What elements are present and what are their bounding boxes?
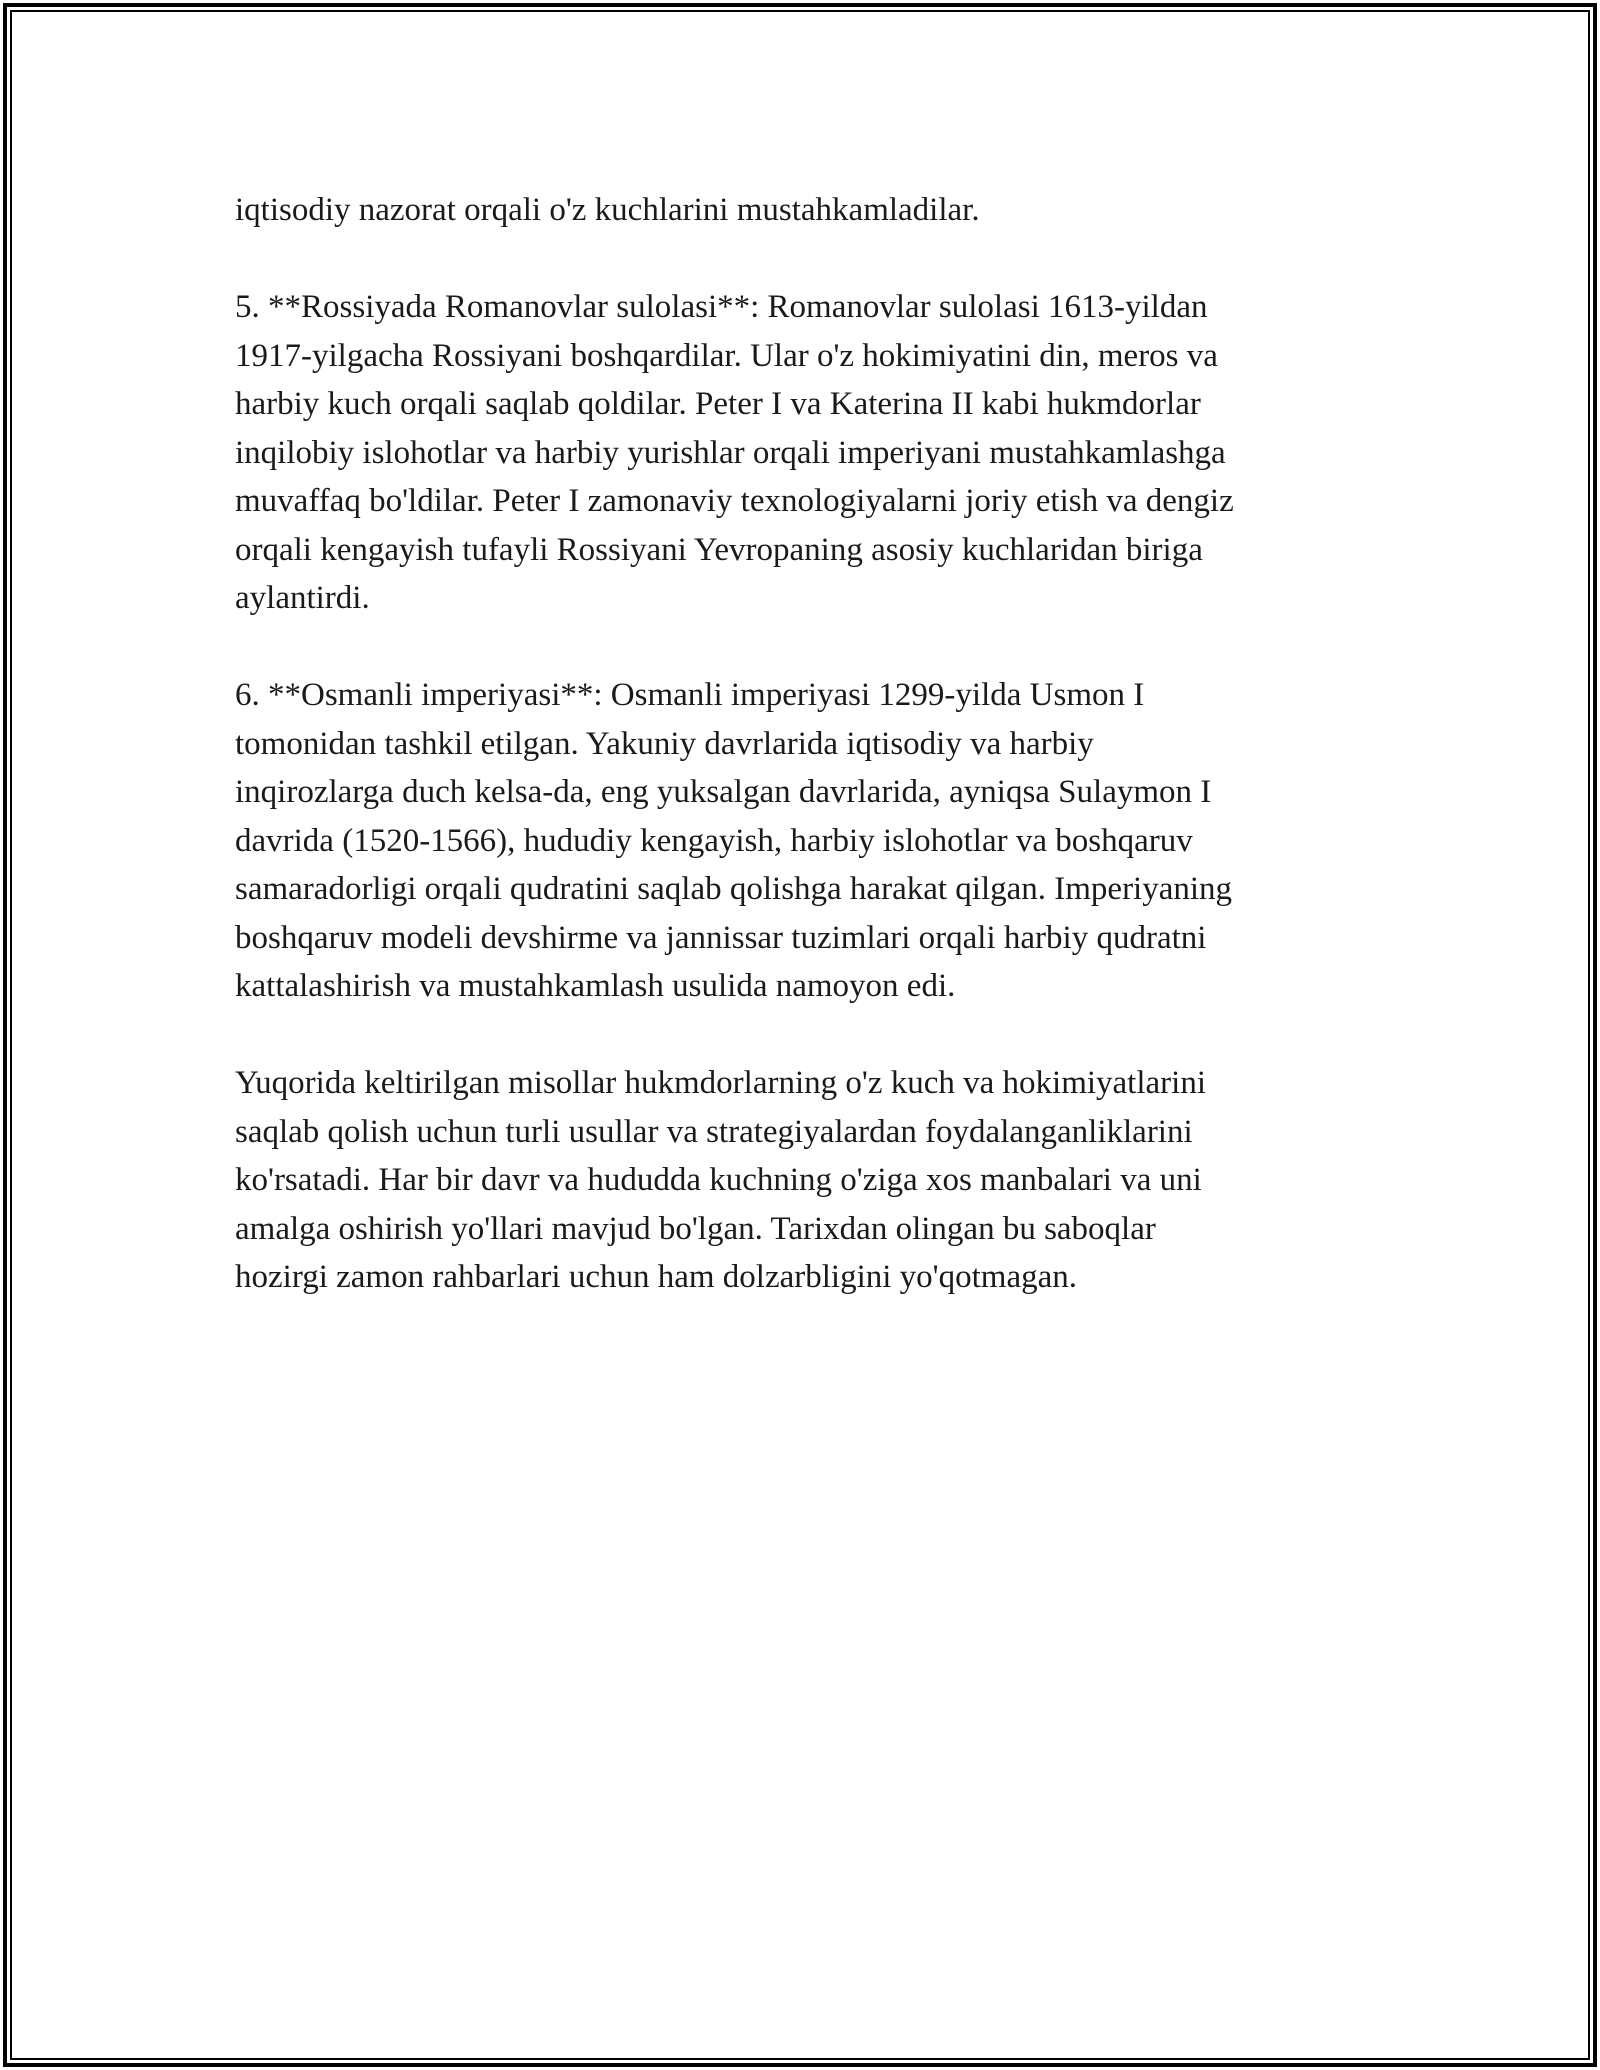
paragraph-continuation: iqtisodiy nazorat orqali o'z kuchlarini mustahkamladilar. (235, 192, 980, 228)
paragraph-conclusion: Yuqorida keltirilgan misollar hukmdorlarning o'z kuch va hokimiyatlarini saqlab qolish uchun turli usullar va strategiyalardan foydalanganliklarini ko'rsatadi. Har bir davr va hududda kuchning o'ziga xos manbalari va uni amalga oshirish yo'llari mavjud bo'lgan. Tarixdan olingan bu saboqlar hozirgi zamon rahbarlari uchun ham dolzarbligini yo'qotmagan. (235, 1065, 1206, 1295)
paragraph-romanov-dynasty: 5. **Rossiyada Romanovlar sulolasi**: Romanovlar sulolasi 1613-yildan 1917-yilgacha Rossiyani boshqardilar. Ular o'z hokimiyatini din, meros va harbiy kuch orqali saqlab qoldilar. Peter I va Katerina II kabi hukmdorlar inqilobiy islohotlar va harbiy yurishlar orqali imperiyani mustahkamlashga muvaffaq bo'ldilar. Peter I zamonaviy texnologiyalarni joriy etish va dengiz orqali kengayish tufayli Rossiyani Yevropaning asosiy kuchlaridan biriga aylantirdi. (235, 289, 1234, 616)
paragraph-ottoman-empire: 6. **Osmanli imperiyasi**: Osmanli imperiyasi 1299-yilda Usmon I tomonidan tashkil etilgan. Yakuniy davrlarida iqtisodiy va harbiy inqirozlarga duch kelsa-da, eng yuksalgan davrlarida, ayniqsa Sulaymon I davrida (1520-1566), hududiy kengayish, harbiy islohotlar va boshqaruv samaradorligi orqali qudratini saqlab qolishga harakat qilgan. Imperiyaning boshqaruv modeli devshirme va jannissar tuzimlari orqali harbiy qudratni kattalashirish va mustahkamlash usulida namoyon edi. (235, 677, 1233, 1004)
document-body (235, 186, 1375, 1350)
